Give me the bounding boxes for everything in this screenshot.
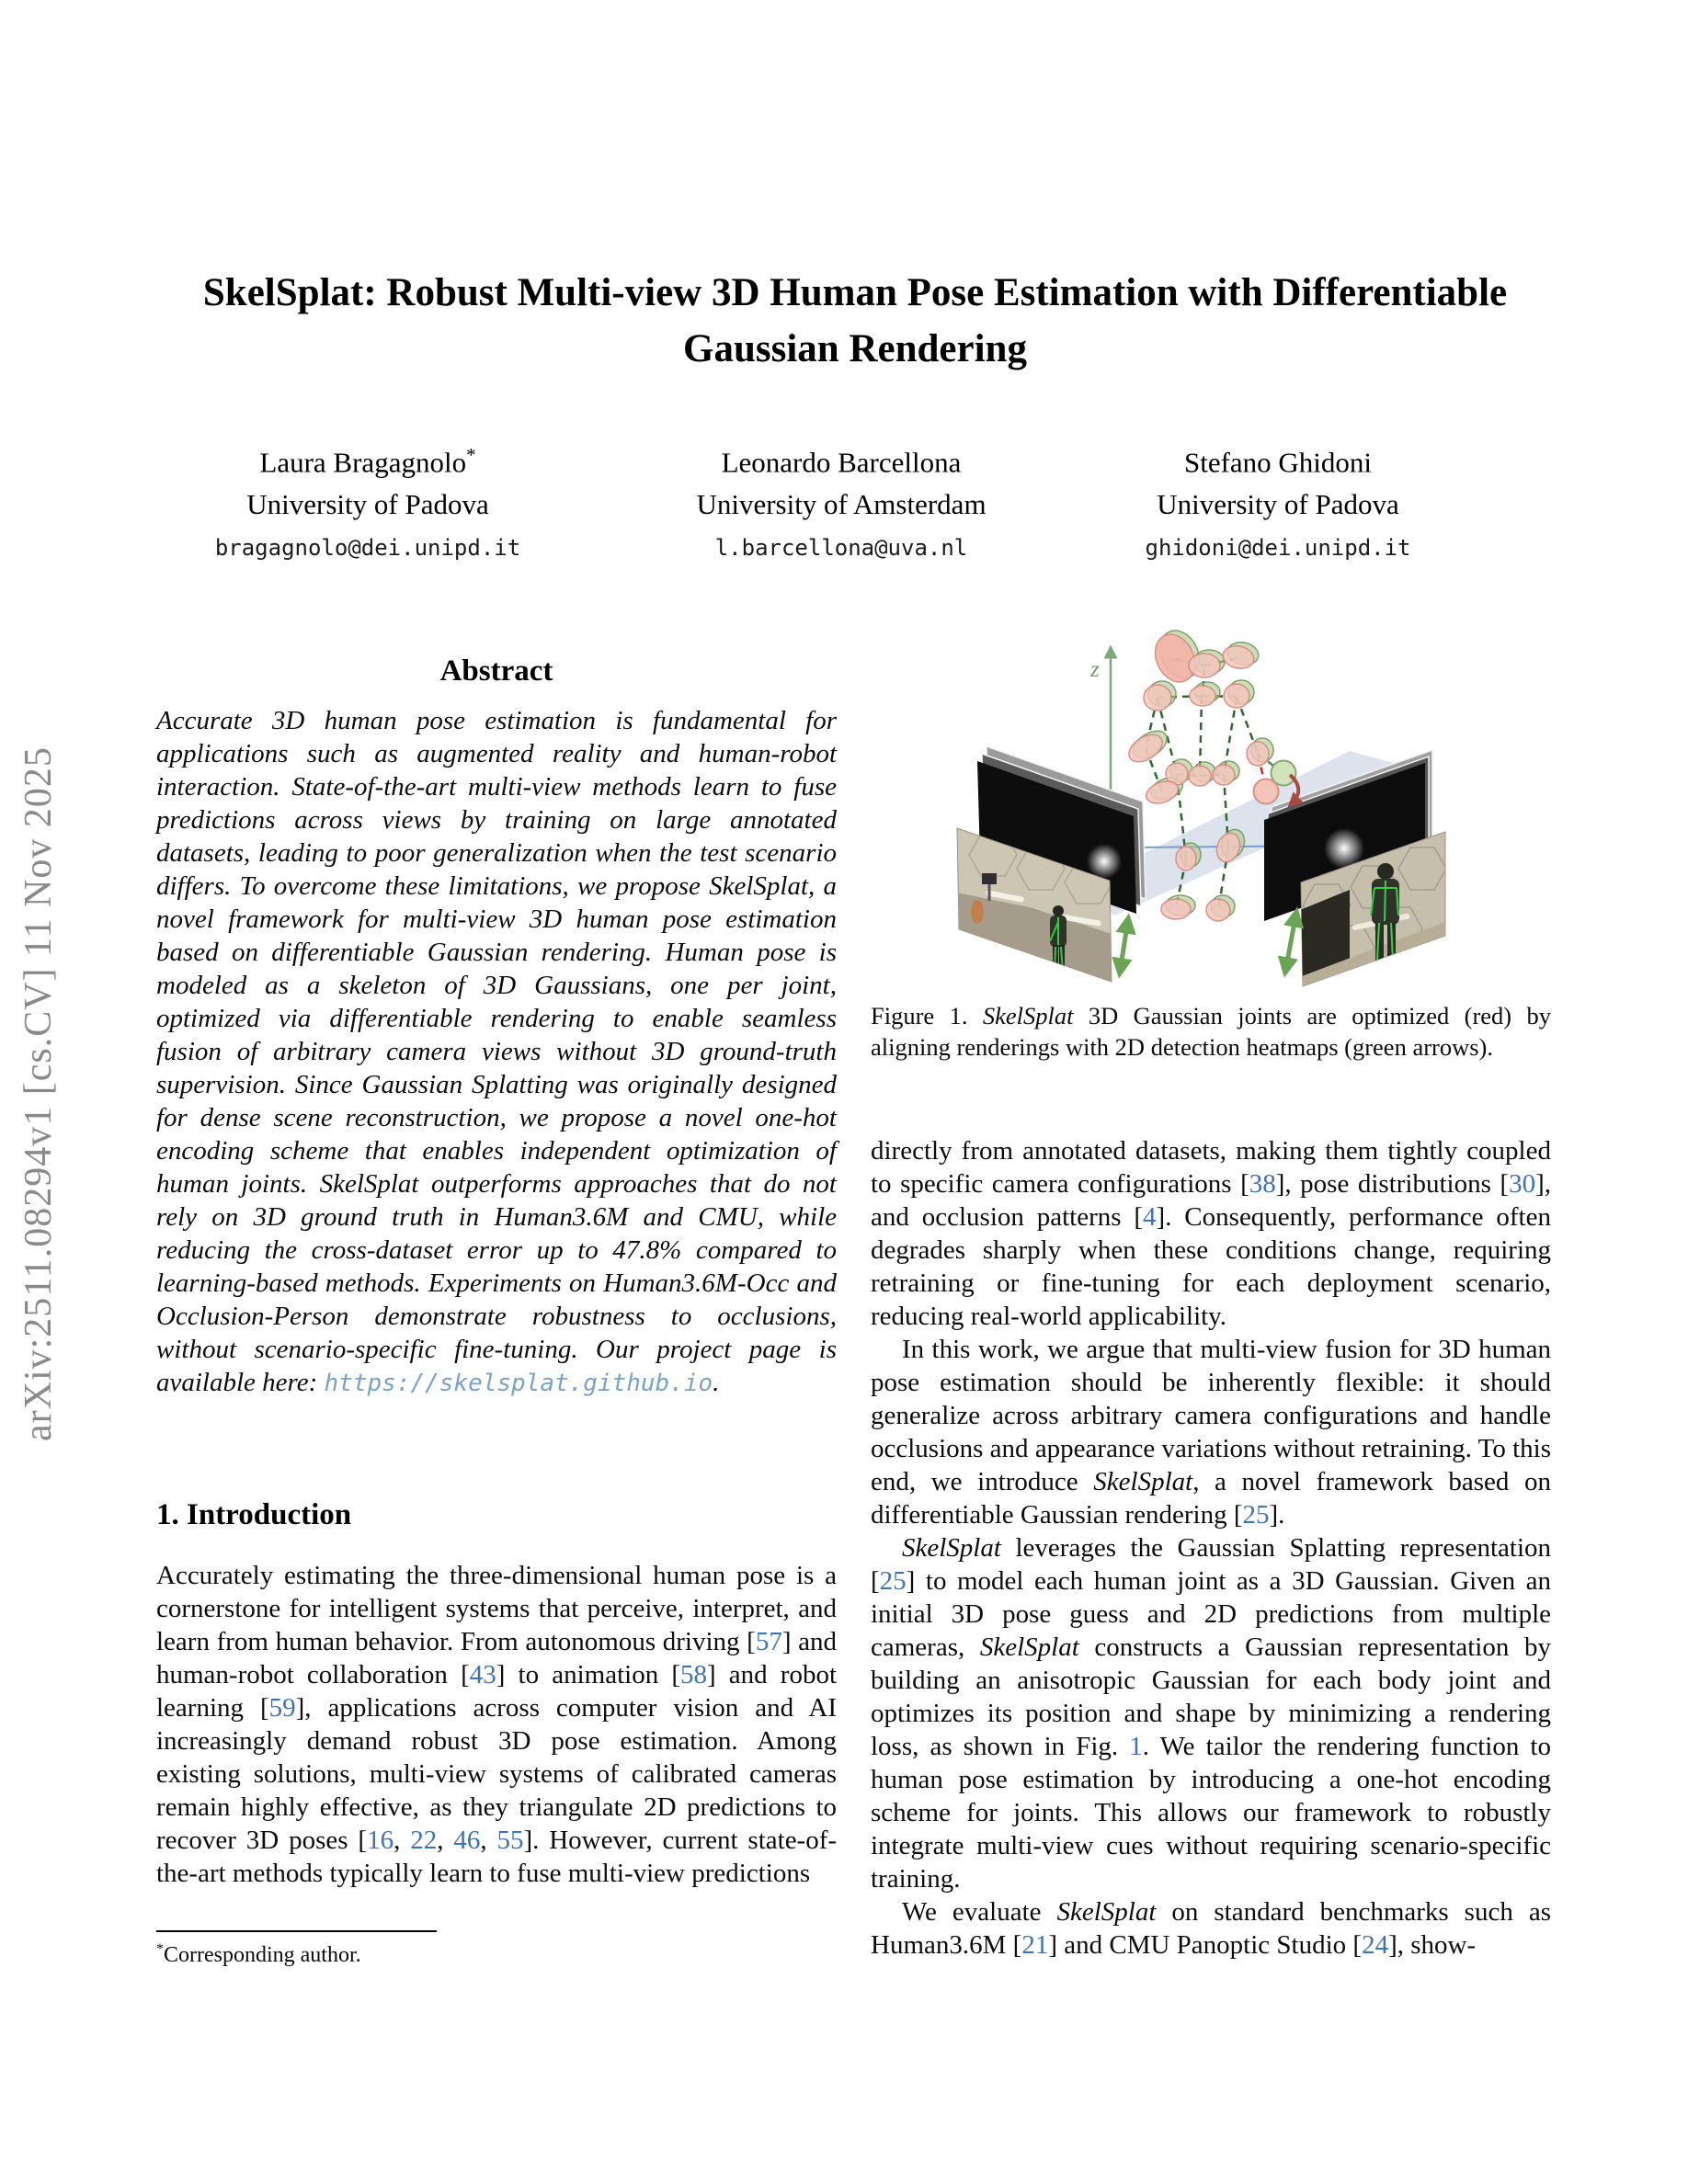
author-email: ghidoni@dei.unipd.it (1145, 535, 1411, 562)
citation-link[interactable]: 59 (268, 1693, 296, 1723)
author-affiliation: University of Padova (246, 488, 489, 521)
right-column-text (871, 1134, 1551, 1962)
citation-link[interactable]: 25 (879, 1566, 907, 1596)
heatmap-blob (1087, 844, 1122, 879)
abstract-heading: Abstract (439, 654, 553, 688)
rendering-arrow-left (1120, 919, 1128, 973)
citation-link[interactable]: 21 (1021, 1930, 1049, 1960)
citation-link[interactable]: 24 (1362, 1930, 1389, 1960)
paper-title: SkelSplat: Robust Multi-view 3D Human Pose Estimation with Differentiable Gaussian Rendering (202, 271, 1508, 370)
abstract-text: Accurate 3D human pose estimation is fundamental for applications such as augmented reality and human-robot interaction. State-of-the-art multi-view methods learn to fuse predictions across views by training on large annotated datasets, leading to poor generalization when the test scenario differs. To overcome these limitations, we propose SkelSplat, a novel framework for multi-view 3D human pose estimation based on differentiable Gaussian rendering. Human pose is modeled as a skeleton of 3D Gaussians, one per joint, optimized via differentiable rendering to enable seamless fusion of arbitrary camera views without 3D ground-truth supervision. Since Gaussian Splatting was originally designed for dense scene reconstruction, we propose a novel one-hot encoding scheme that enables independent optimization of human joints. SkelSplat outperforms approaches that do not rely on 3D ground truth in Human3.6M and CMU, while reducing the cross-dataset error up to 47.8% compared to learning-based methods. Experiments on Human3.6M-Occ and Occlusion-Person demonstrate robustness to occlusions, without scenario-specific fine-tuning. Our project page is available here: https://skelsplat.github.io. (156, 706, 837, 1397)
author-affiliation: University of Padova (1157, 488, 1399, 521)
rendering-arrow-right (1285, 913, 1296, 972)
paragraph: SkelSplat leverages the Gaussian Splatting representation [25] to model each human joint as a 3D Gaussian. Given an initial 3D pose guess and 2D predictions from multiple cameras, SkelSplat constructs a Gaussian representation by building an anisotropic Gaussian for each body joint and optimizes its position and shape by minimizing a rendering loss, as shown in Fig. 1. We tailor the rendering function to human pose estimation by introducing a one-hot encoding scheme for joints. This allows our framework to robustly integrate multi-view cues without requiring scenario-specific training. (871, 1533, 1551, 1894)
section-heading-introduction: 1. Introduction (156, 1498, 352, 1531)
author-affiliation: University of Amsterdam (696, 488, 987, 521)
paragraph: In this work, we argue that multi-view fusion for 3D human pose estimation should be inherently flexible: it should generalize across arbitrary camera configurations and handle occlusions and appearance variations without retraining. To this end, we introduce SkelSplat, a novel framework based on differentiable Gaussian rendering [25]. (871, 1335, 1551, 1530)
citation-link[interactable]: 22 (410, 1826, 438, 1855)
citation-link[interactable]: 43 (469, 1660, 496, 1689)
author-block-1 (202, 434, 533, 561)
introduction-text (156, 1559, 837, 1890)
citation-link[interactable]: 4 (1143, 1202, 1157, 1232)
citation-link[interactable]: 16 (367, 1826, 394, 1855)
paragraph: We evaluate SkelSplat on standard benchmarks such as Human3.6M [21] and CMU Panoptic Studio [24], show- (871, 1897, 1551, 1960)
author-block-2 (634, 434, 1048, 561)
optimized-joint-red (1254, 779, 1279, 804)
citation-link[interactable]: 25 (1242, 1500, 1270, 1530)
left-camera-stack (952, 746, 1146, 985)
author-name: Stefano Ghidoni (1183, 446, 1373, 479)
citation-link[interactable]: 55 (496, 1826, 524, 1855)
citation-link[interactable]: 58 (679, 1660, 707, 1689)
paragraph: Accurately estimating the three-dimensional human pose is a cornerstone for intelligent systems that perceive, interpret, and learn from human behavior. From autonomous driving [57] and human-robot collaboration [43] to animation [58] and robot learning [59], applications across computer vision and AI increasingly demand robust 3D pose estimation. Among existing solutions, multi-view systems of calibrated cameras remain highly effective, as they triangulate 2D predictions to recover 3D poses [16, 22, 46, 55]. However, current state-of-the-art methods typically learn to fuse multi-view predictions (156, 1561, 838, 1888)
citation-link[interactable]: 30 (1509, 1169, 1536, 1199)
project-page-link[interactable]: https://skelsplat.github.io (324, 1370, 713, 1397)
figure-1-diagram (871, 597, 1551, 995)
author-name: Laura Bragagnolo* (259, 444, 476, 479)
figure-ref-link[interactable]: 1 (1129, 1732, 1143, 1761)
citation-link[interactable]: 57 (755, 1627, 782, 1656)
author-block-3 (1085, 434, 1471, 561)
author-email: bragagnolo@dei.unipd.it (214, 535, 521, 562)
z-axis-label: z (1090, 657, 1100, 682)
arxiv-watermark: arXiv:2511.08294v1 [cs.CV] 11 Nov 2025 (17, 746, 60, 1441)
author-name: Leonardo Barcellona (721, 446, 962, 479)
figure-1-caption: Figure 1. SkelSplat 3D Gaussian joints are optimized (red) by aligning renderings with 2D detection heatmaps (green arrows). (871, 1002, 1552, 1061)
footnote-rule (156, 1930, 437, 1932)
paragraph: directly from annotated datasets, making them tightly coupled to specific camera configurations [38], pose distributions [30], and occlusion patterns [4]. Consequently, performance often degrades sharply when these conditions change, requiring retraining or fine-tuning for each deployment scenario, reducing real-world applicability. (871, 1136, 1551, 1331)
citation-link[interactable]: 38 (1249, 1169, 1276, 1199)
footnote: *Corresponding author. (156, 1941, 361, 1967)
author-email: l.barcellona@uva.nl (714, 535, 968, 562)
citation-link[interactable]: 46 (453, 1826, 481, 1855)
z-axis (1089, 649, 1111, 802)
